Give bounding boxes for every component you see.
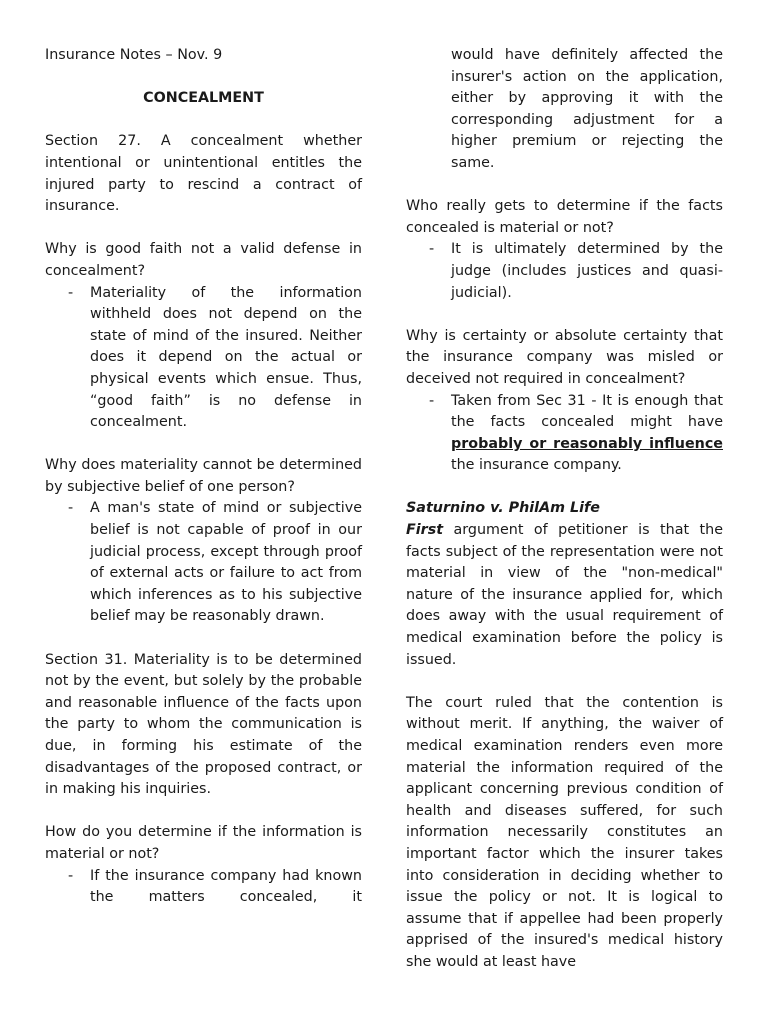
bullet-dash: - xyxy=(429,241,435,258)
question-who-determines: Who really gets to determine if the facts concealed is material or not? xyxy=(406,198,723,236)
answer-good-faith-text: Materiality of the information withheld does not depend on the state of mind of the insured. Neither does it depend on the actual or physical events which ensue. Thus, “good faith” is no defense in concealment. xyxy=(90,284,362,431)
right-column xyxy=(406,45,723,974)
case-first-word: First xyxy=(406,522,444,539)
answer-who-determines xyxy=(406,239,723,304)
case-title: Saturnino v. PhilAm Life xyxy=(406,500,600,517)
question-material: How do you determine if the information is material or not? xyxy=(45,824,362,862)
answer-certainty-post: the insurance company. xyxy=(451,457,622,474)
answer-who-determines-text: It is ultimately determined by the judge (includes justices and quasi-judicial). xyxy=(451,241,723,301)
section-31-text: Section 31. Materiality is to be determined not by the event, but solely by the probable and reasonable influence of the facts upon the party to whom the communication is due, in forming his estimate of the disadvantages of the proposed contract, or in making his inquiries. xyxy=(45,651,362,798)
answer-material-start-text: If the insurance company had known the matters concealed, it xyxy=(90,867,362,906)
answer-material-start xyxy=(45,866,362,909)
case-paragraph-1-text: argument of petitioner is that the facts subject of the representation were not material in view of the "non-medical" nature of the insurance applied for, which does away with the usual requirement of medical examination before the policy is issued. xyxy=(406,522,723,668)
answer-certainty-emphasis: probably or reasonably influence xyxy=(451,435,723,452)
bullet-dash: - xyxy=(68,867,74,884)
answer-subjective-belief xyxy=(45,498,362,628)
answer-certainty xyxy=(406,391,723,477)
answer-certainty-pre: Taken from Sec 31 - It is enough that the facts concealed might have xyxy=(451,392,723,431)
answer-material-cont-text: would have definitely affected the insurer's action on the application, either by approving it with the corresponding adjustment for a higher premium or rejecting the same. xyxy=(451,47,723,171)
section-27-text: Section 27. A concealment whether intentional or unintentional entitles the injured party to rescind a contract of insurance. xyxy=(45,133,362,215)
page-header: Insurance Notes – Nov. 9 xyxy=(45,47,223,63)
bullet-dash: - xyxy=(68,284,74,301)
question-certainty: Why is certainty or absolute certainty that the insurance company was misled or deceived not required in concealment? xyxy=(406,327,723,387)
question-subjective-belief: Why does materiality cannot be determined by subjective belief of one person? xyxy=(45,457,362,495)
bullet-dash: - xyxy=(68,500,74,517)
bullet-dash: - xyxy=(429,392,435,409)
answer-material-cont xyxy=(406,45,723,175)
case-paragraph-1 xyxy=(406,520,723,671)
answer-good-faith xyxy=(45,283,362,434)
case-paragraph-2: The court ruled that the contention is without merit. If anything, the waiver of medical examination renders even more material the information required of the applicant concerning previous condition of health and diseases suffered, for such information necessarily constitutes an important factor which the insurer takes into consideration in deciding whether to issue the policy or not. It is logical to assume that if appellee had been properly apprised of the insured's medical history she would at least have xyxy=(406,694,723,970)
left-column xyxy=(45,45,362,909)
answer-subjective-belief-text: A man's state of mind or subjective belief is not capable of proof in our judicial process, except through proof of external acts or failure to act from which inferences as to his subjective belief may be reasonably drawn. xyxy=(90,500,362,625)
question-good-faith: Why is good faith not a valid defense in concealment? xyxy=(45,241,362,279)
section-title: CONCEALMENT xyxy=(143,90,264,107)
